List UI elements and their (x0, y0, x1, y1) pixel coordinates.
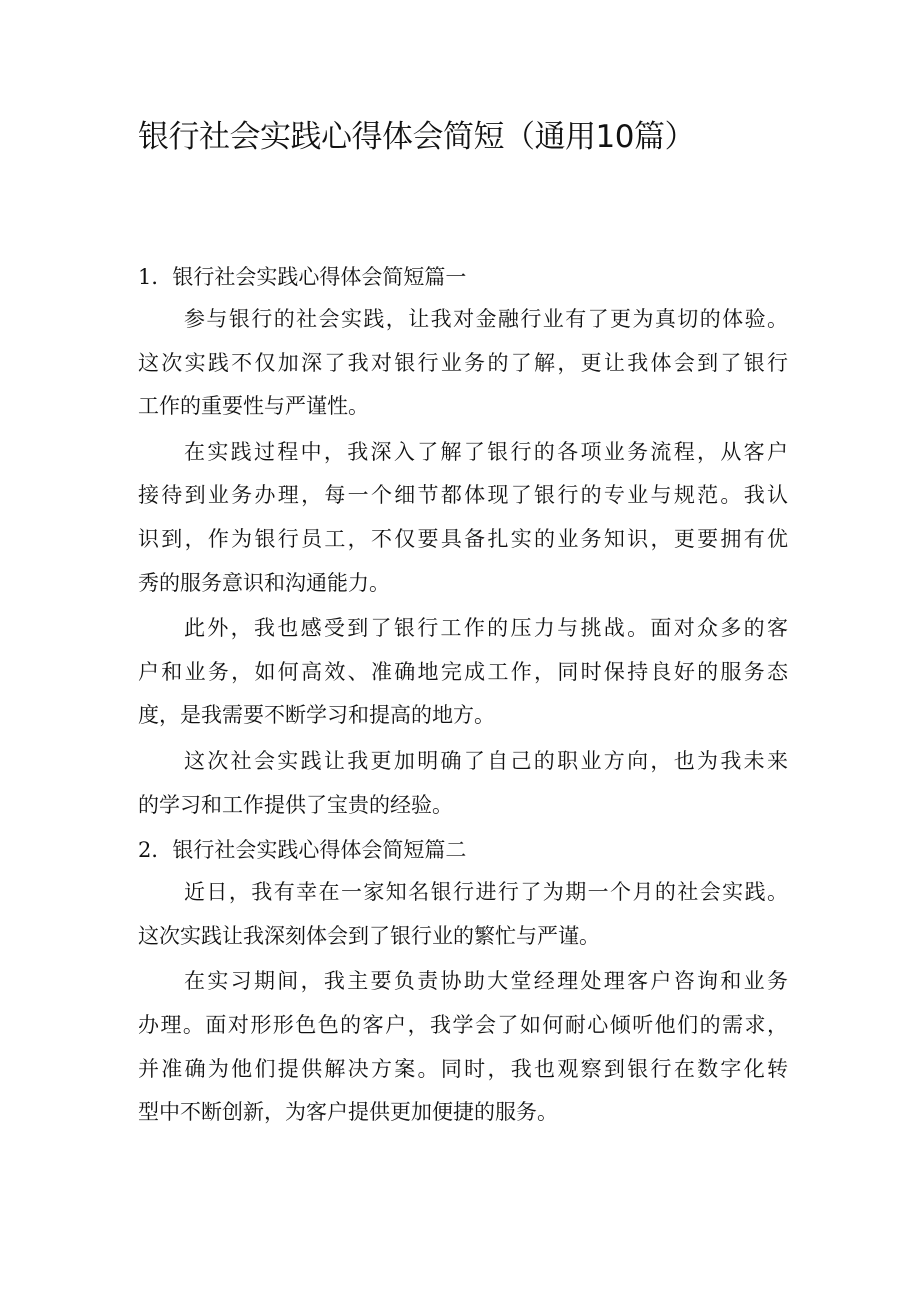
text-line: 办理。面对形形色色的客户，我学会了如何耐心倾听他们的需求， (138, 1012, 788, 1037)
text-line: 的学习和工作提供了宝贵的经验。 (138, 792, 453, 817)
paragraph (138, 431, 788, 605)
text-line: 这次社会实践让我更加明确了自己的职业方向，也为我未来 (184, 748, 788, 773)
text-line: 在实习期间，我主要负责协助大堂经理处理客户咨询和业务 (184, 969, 788, 994)
section-2 (138, 829, 788, 1135)
section-1 (138, 256, 788, 827)
text-line: 这次实践让我深刻体会到了银行业的繁忙与严谨。 (138, 923, 600, 948)
text-line: 秀的服务意识和沟通能力。 (138, 570, 390, 595)
text-line: 参与银行的社会实践，让我对金融行业有了更为真切的体验。 (184, 307, 788, 331)
section-heading: 1．银行社会实践心得体会简短篇一 (138, 265, 467, 289)
text-line: 度，是我需要不断学习和提高的地方。 (138, 703, 495, 728)
text-line: 并准确为他们提供解决方案。同时，我也观察到银行在数字化转 (138, 1056, 788, 1081)
paragraph (138, 740, 788, 827)
text-line: 型中不断创新，为客户提供更加便捷的服务。 (138, 1100, 558, 1125)
text-line: 接待到业务办理，每一个细节都体现了银行的专业与规范。我认 (138, 483, 788, 508)
paragraph (138, 607, 788, 738)
text-line: 这次实践不仅加深了我对银行业务的了解，更让我体会到了银行 (138, 350, 788, 375)
paragraph (138, 871, 788, 958)
section-heading: 2．银行社会实践心得体会简短篇二 (138, 838, 467, 863)
text-line: 此外，我也感受到了银行工作的压力与挑战。面对众多的客 (184, 616, 788, 641)
document-body (138, 256, 788, 1137)
text-line: 在实践过程中，我深入了解了银行的各项业务流程，从客户 (184, 439, 788, 464)
paragraph (138, 298, 788, 429)
text-line: 识到，作为银行员工，不仅要具备扎实的业务知识，更要拥有优 (138, 526, 788, 551)
text-line: 户和业务，如何高效、准确地完成工作，同时保持良好的服务态 (138, 659, 788, 684)
paragraph (138, 960, 788, 1134)
text-line: 近日，我有幸在一家知名银行进行了为期一个月的社会实践。 (184, 880, 788, 905)
text-line: 工作的重要性与严谨性。 (138, 394, 369, 419)
document-title: 银行社会实践心得体会简短（通用10篇） (138, 119, 695, 155)
